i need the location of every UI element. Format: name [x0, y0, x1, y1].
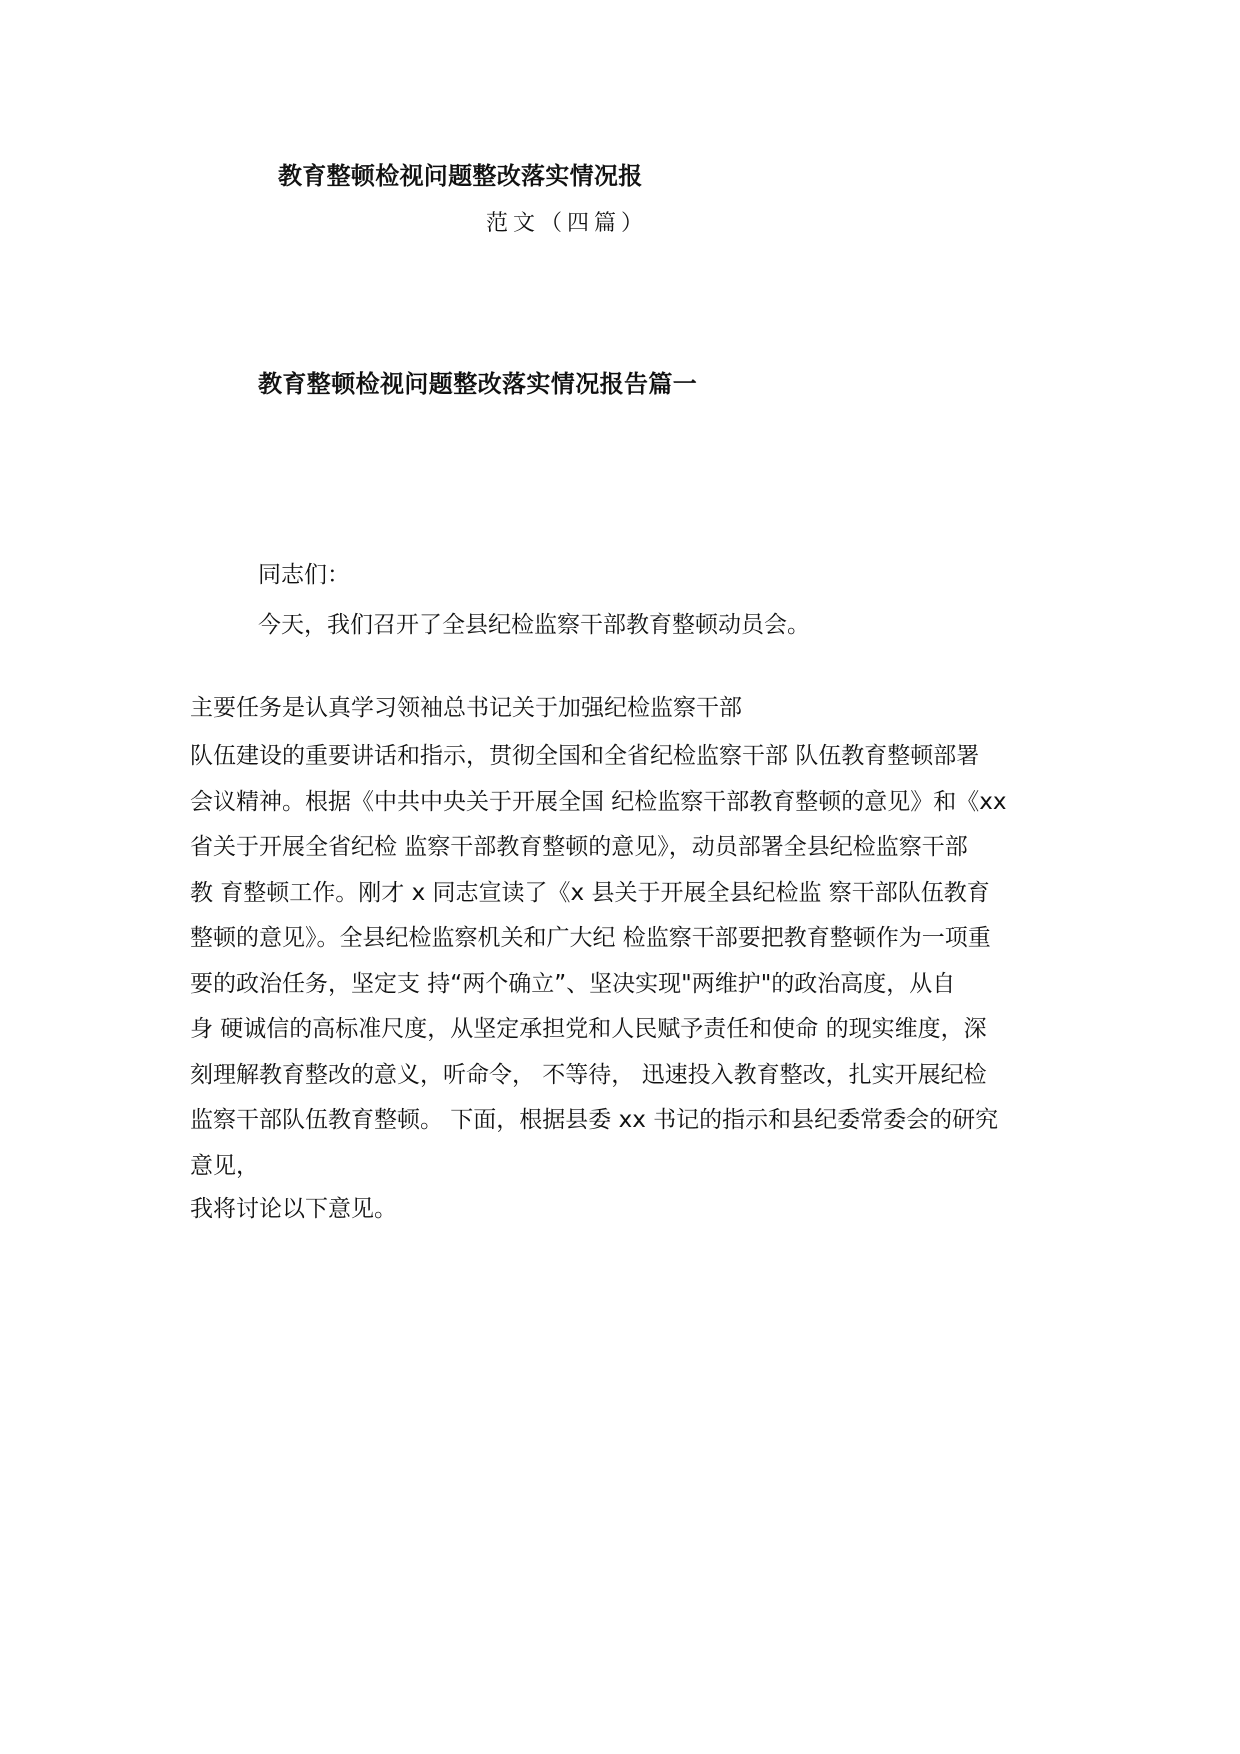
document-title: 教育整顿检视问题整改落实情况报 — [278, 162, 643, 190]
task-line: 主要任务是认真学习领袖总书记关于加强纪检监察干部 — [190, 695, 742, 721]
body-line: 要的政治任务，坚定支 持“两个确立”、坚决实现"两维护"的政治高度，从自 — [190, 970, 956, 997]
body-line: 身 硬诚信的高标准尺度，从坚定承担党和人民赋予责任和使命 的现实维度，深 — [190, 1016, 987, 1042]
section-heading: 教育整顿检视问题整改落实情况报告篇一 — [258, 370, 698, 398]
closing-paragraph — [190, 1187, 1090, 1233]
body-line: 刻理解教育整改的意义，听命令， 不等待， 迅速投入教育整改，扎实开展纪检 — [190, 1061, 987, 1088]
body-line: 省关于开展全省纪检 监察干部教育整顿的意见》，动员部署全县纪检监察干部 — [190, 834, 968, 860]
task-paragraph — [190, 686, 1090, 732]
document-subtitle: 范文（四篇） — [486, 211, 649, 236]
body-line: 会议精神。根据《中共中央关于开展全国 纪检监察干部教育整顿的意见》和《xx — [190, 788, 1007, 815]
body-line: 整顿的意见》。全县纪检监察机关和广大纪 检监察干部要把教育整顿作为一项重 — [190, 925, 991, 951]
body-paragraph — [190, 734, 1090, 1189]
body-line: 监察干部队伍教育整顿。 下面，根据县委 xx 书记的指示和县纪委常委会的研究 — [190, 1107, 999, 1133]
closing-line: 我将讨论以下意见。 — [190, 1196, 397, 1222]
intro-paragraph: 今天，我们召开了全县纪检监察干部教育整顿动员会。 — [258, 612, 810, 638]
body-line: 教 育整顿工作。刚才 x 同志宣读了《x 县关于开展全县纪检监 察干部队伍教育 — [190, 879, 990, 906]
salutation: 同志们： — [258, 562, 350, 588]
body-line: 意见， — [190, 1152, 259, 1179]
body-line: 队伍建设的重要讲话和指示，贯彻全国和全省纪检监察干部 队伍教育整顿部署 — [190, 743, 980, 769]
